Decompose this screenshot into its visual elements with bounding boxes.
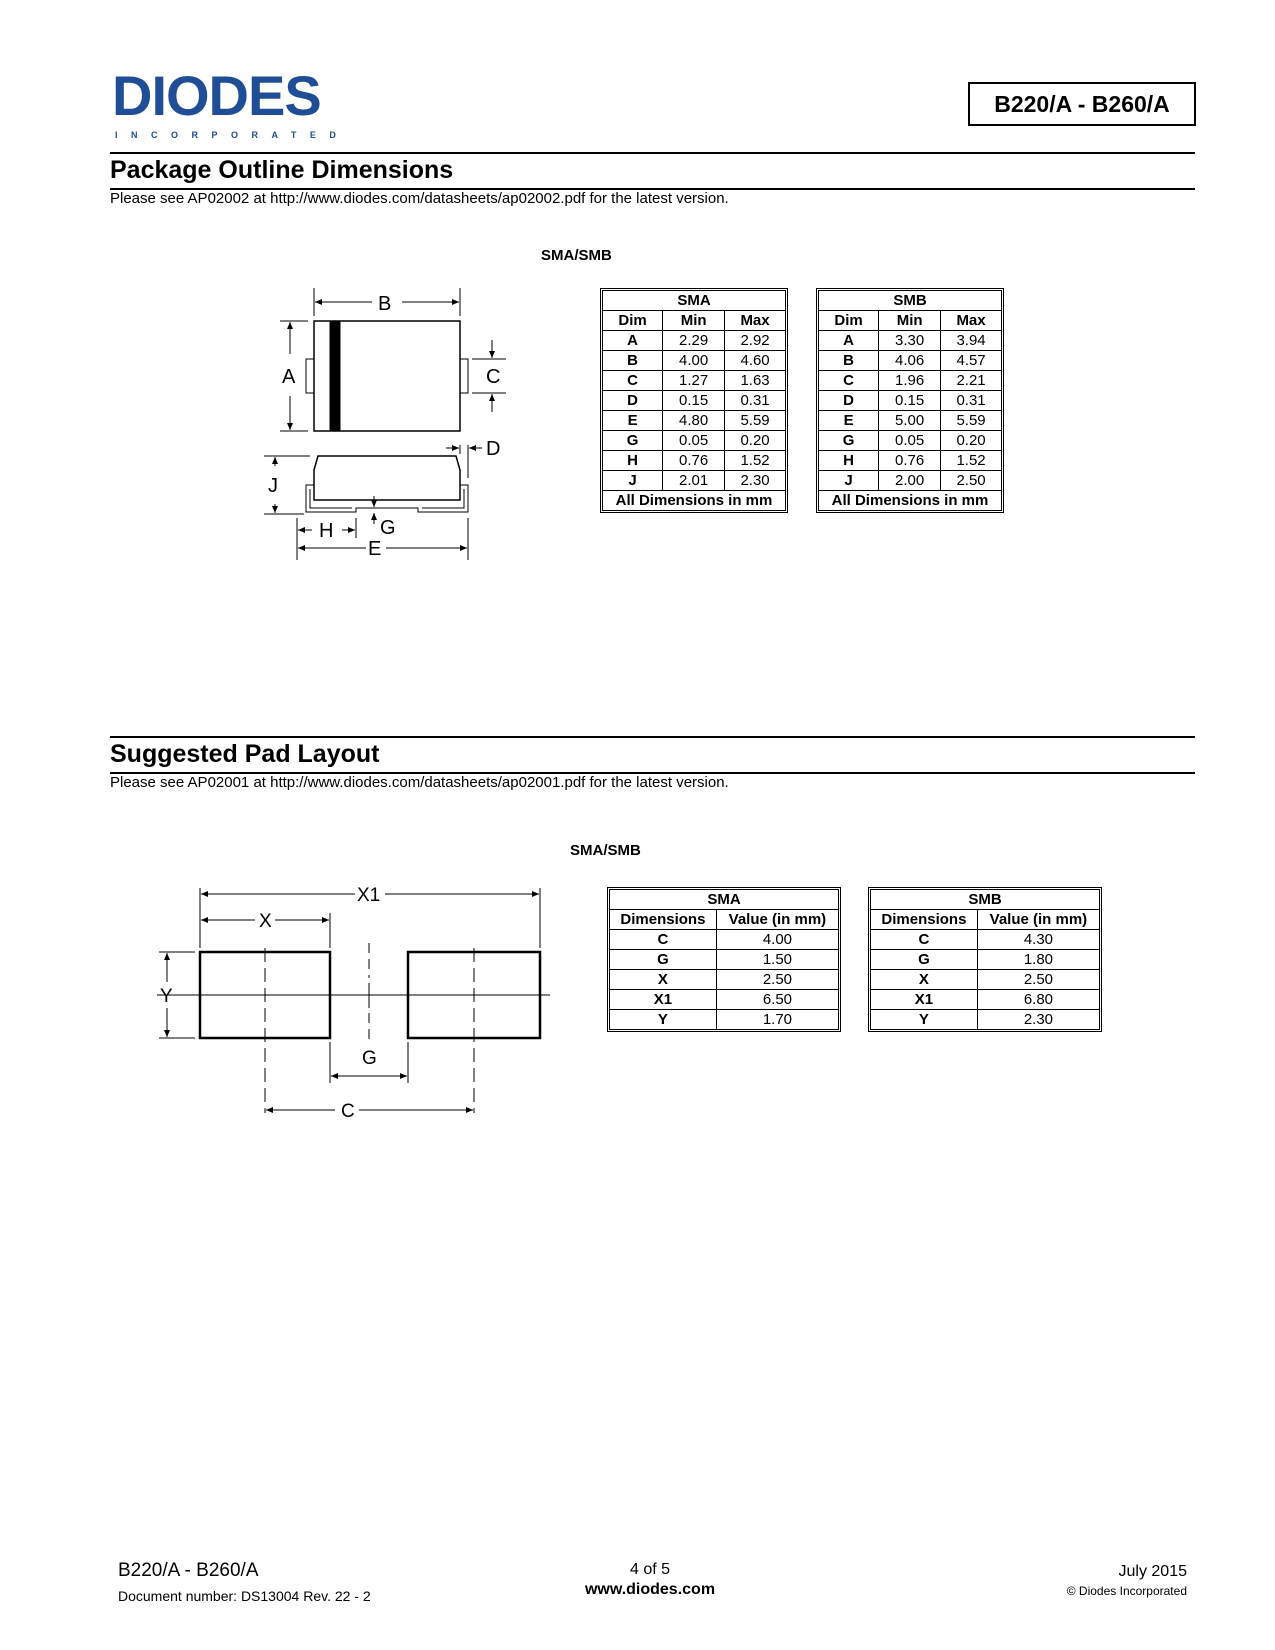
table-title: SMB xyxy=(871,890,1099,910)
diagram-label-A: A xyxy=(282,366,296,388)
footer-part: B220/A - B260/A xyxy=(118,1560,259,1581)
table-header: Min xyxy=(663,311,725,331)
figure-label-pad-layout: SMA/SMB xyxy=(570,842,641,859)
table-row: X 2.50 xyxy=(610,970,838,990)
table-row: C 1.27 1.63 xyxy=(603,371,785,391)
diodes-logo: DIODES xyxy=(112,64,321,127)
diagram-label-G: G xyxy=(380,517,396,539)
sma-pad-table xyxy=(607,887,841,1032)
table-row: H 0.76 1.52 xyxy=(819,451,1001,471)
section-rule-top xyxy=(110,152,1195,154)
table-row: H 0.76 1.52 xyxy=(603,451,785,471)
table-row: G 1.80 xyxy=(871,950,1099,970)
smb-pad-table xyxy=(868,887,1102,1032)
table-header: Dim xyxy=(819,311,879,331)
table-header: Dimensions xyxy=(610,910,717,930)
table-row: D 0.15 0.31 xyxy=(603,391,785,411)
table-row: C 4.30 xyxy=(871,930,1099,950)
table-row: E 4.80 5.59 xyxy=(603,411,785,431)
table-row: G 0.05 0.20 xyxy=(603,431,785,451)
table-title: SMA xyxy=(603,291,785,311)
table-row: X1 6.50 xyxy=(610,990,838,1010)
diagram-label-Y: Y xyxy=(160,986,173,1007)
section-title-package: Package Outline Dimensions xyxy=(110,156,454,184)
section-title-pad-layout: Suggested Pad Layout xyxy=(110,740,380,768)
section-rule-top xyxy=(110,736,1195,738)
footer-website[interactable]: www.diodes.com xyxy=(584,1581,716,1598)
table-footer: All Dimensions in mm xyxy=(615,492,773,509)
table-row: A 2.29 2.92 xyxy=(603,331,785,351)
footer-page: 4 of 5 xyxy=(629,1561,671,1578)
part-number-box xyxy=(968,82,1196,126)
section-note-package: Please see AP02002 at http://www.diodes.com/datasheets/ap02002.pdf for the latest version. xyxy=(110,190,729,207)
table-footer: All Dimensions in mm xyxy=(831,492,989,509)
diagram-label-B: B xyxy=(378,293,392,315)
diagram-label-X1: X1 xyxy=(357,885,381,906)
diagram-label-E: E xyxy=(368,538,382,560)
pad-layout-diagram xyxy=(155,878,555,1128)
table-title: SMA xyxy=(610,890,838,910)
table-row: X1 6.80 xyxy=(871,990,1099,1010)
sma-dimension-table xyxy=(600,288,788,513)
table-title: SMB xyxy=(819,291,1001,311)
table-header: Min xyxy=(879,311,941,331)
diagram-label-C: C xyxy=(486,366,501,388)
footer-date: July 2015 xyxy=(1118,1563,1187,1580)
diagram-label-J: J xyxy=(268,475,278,497)
table-header: Max xyxy=(941,311,1001,331)
table-row: J 2.01 2.30 xyxy=(603,471,785,491)
table-row: C 4.00 xyxy=(610,930,838,950)
table-row: E 5.00 5.59 xyxy=(819,411,1001,431)
table-row: B 4.06 4.57 xyxy=(819,351,1001,371)
table-row: D 0.15 0.31 xyxy=(819,391,1001,411)
diagram-label-G: G xyxy=(362,1048,377,1069)
table-header: Dimensions xyxy=(871,910,978,930)
diagram-label-D: D xyxy=(486,438,501,460)
table-header: Dim xyxy=(603,311,663,331)
table-row: G 0.05 0.20 xyxy=(819,431,1001,451)
diagram-label-X: X xyxy=(259,911,272,932)
table-row: X 2.50 xyxy=(871,970,1099,990)
section-note-pad-layout: Please see AP02001 at http://www.diodes.com/datasheets/ap02001.pdf for the latest version. xyxy=(110,774,729,791)
table-row: B 4.00 4.60 xyxy=(603,351,785,371)
table-row: Y 2.30 xyxy=(871,1010,1099,1029)
table-header: Max xyxy=(725,311,785,331)
table-row: J 2.00 2.50 xyxy=(819,471,1001,491)
table-row: Y 1.70 xyxy=(610,1010,838,1029)
logo-subtext: INCORPORATED xyxy=(115,130,350,140)
diagram-label-C: C xyxy=(341,1101,355,1122)
part-number: B220/A - B260/A xyxy=(994,90,1170,117)
table-row: C 1.96 2.21 xyxy=(819,371,1001,391)
figure-label-package: SMA/SMB xyxy=(541,247,612,264)
package-outline-diagram xyxy=(260,280,520,590)
smb-dimension-table xyxy=(816,288,1004,513)
table-row: A 3.30 3.94 xyxy=(819,331,1001,351)
diagram-label-H: H xyxy=(319,520,334,542)
footer-copyright: © Diodes Incorporated xyxy=(1066,1584,1187,1598)
table-header: Value (in mm) xyxy=(717,910,838,930)
footer-doc-number: Document number: DS13004 Rev. 22 - 2 xyxy=(118,1588,371,1604)
table-header: Value (in mm) xyxy=(978,910,1099,930)
table-row: G 1.50 xyxy=(610,950,838,970)
